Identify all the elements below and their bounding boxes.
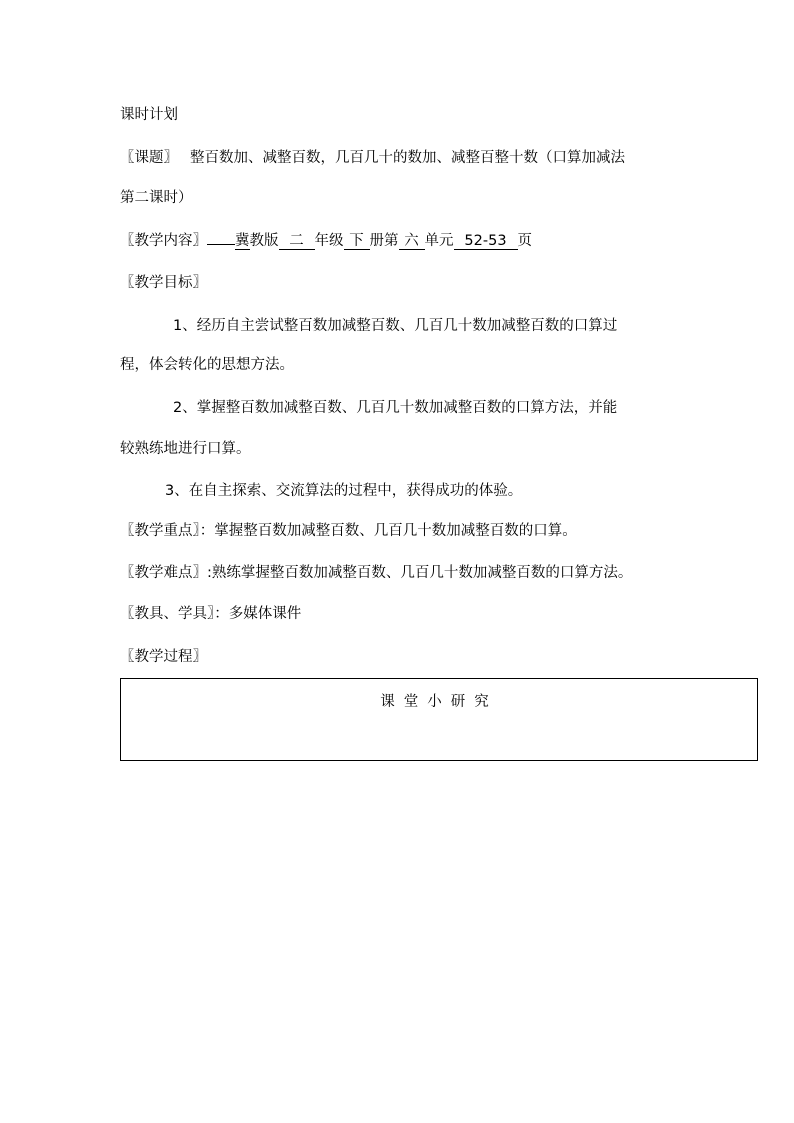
process-heading <box>120 647 207 667</box>
content-sep-edition: 教版 <box>249 233 279 249</box>
goals-label: 〖教学目标〗 <box>120 275 207 291</box>
content-blank <box>207 244 235 245</box>
content-label: 〖教学内容〗 <box>120 233 207 249</box>
content-pages: 52-53 <box>454 233 518 250</box>
goal-1-line-2 <box>120 355 294 375</box>
tools-label: 〖教具、学具〗 <box>120 606 215 622</box>
goal-3-text: 3、在自主探索、交流算法的过程中，获得成功的体验。 <box>165 483 523 499</box>
difficulty-line <box>120 563 632 583</box>
goal-1-text-continued: 程，体会转化的思想方法。 <box>120 357 294 373</box>
content-line <box>120 231 532 251</box>
process-table-box <box>120 678 758 761</box>
difficulty-text: :熟练掌握整百数加减整百数、几百几十数加减整百数的口算方法。 <box>207 565 633 581</box>
tools-text: ：多媒体课件 <box>214 606 302 622</box>
process-label: 〖教学过程〗 <box>120 649 207 665</box>
goal-2-text-continued: 较熟练地进行口算。 <box>120 441 251 457</box>
content-sep-grade: 年级 <box>314 233 344 249</box>
goal-2-line-1 <box>173 398 617 418</box>
content-sep-unit: 单元 <box>424 233 454 249</box>
topic-line-1 <box>120 148 625 168</box>
difficulty-label: 〖教学难点〗 <box>120 565 207 581</box>
content-publisher: 冀 <box>235 233 250 249</box>
goal-2-line-2 <box>120 439 251 459</box>
key-point-line <box>120 521 577 541</box>
key-point-label: 〖教学重点〗 <box>120 523 200 539</box>
tools-line <box>120 604 301 624</box>
goals-heading <box>120 273 207 293</box>
content-suffix: 页 <box>517 233 532 249</box>
goal-1-line-1 <box>173 316 617 336</box>
goal-2-text: 2、掌握整百数加减整百数、几百几十数加减整百数的口算方法，并能 <box>173 400 618 416</box>
document-type-heading <box>120 105 178 125</box>
key-point-text: ：掌握整百数加减整百数、几百几十数加减整百数的口算。 <box>199 523 577 539</box>
goal-3-line <box>165 481 522 501</box>
content-grade: 二 <box>279 233 315 250</box>
topic-line-2 <box>120 188 193 208</box>
content-unit: 六 <box>399 233 425 250</box>
process-box-title: 课堂小研究 <box>380 694 498 710</box>
topic-text-continued: 第二课时） <box>120 190 193 206</box>
content-sep-volume: 册第 <box>369 233 399 249</box>
goal-1-text: 1、经历自主尝试整百数加减整百数、几百几十数加减整百数的口算过 <box>173 318 618 334</box>
doc-type-text: 课时计划 <box>120 107 178 123</box>
topic-text: 整百数加、减整百数，几百几十的数加、减整百整十数（口算加减法 <box>190 150 625 166</box>
topic-label: 〖课题〗 <box>120 150 178 166</box>
content-volume: 下 <box>344 233 370 250</box>
